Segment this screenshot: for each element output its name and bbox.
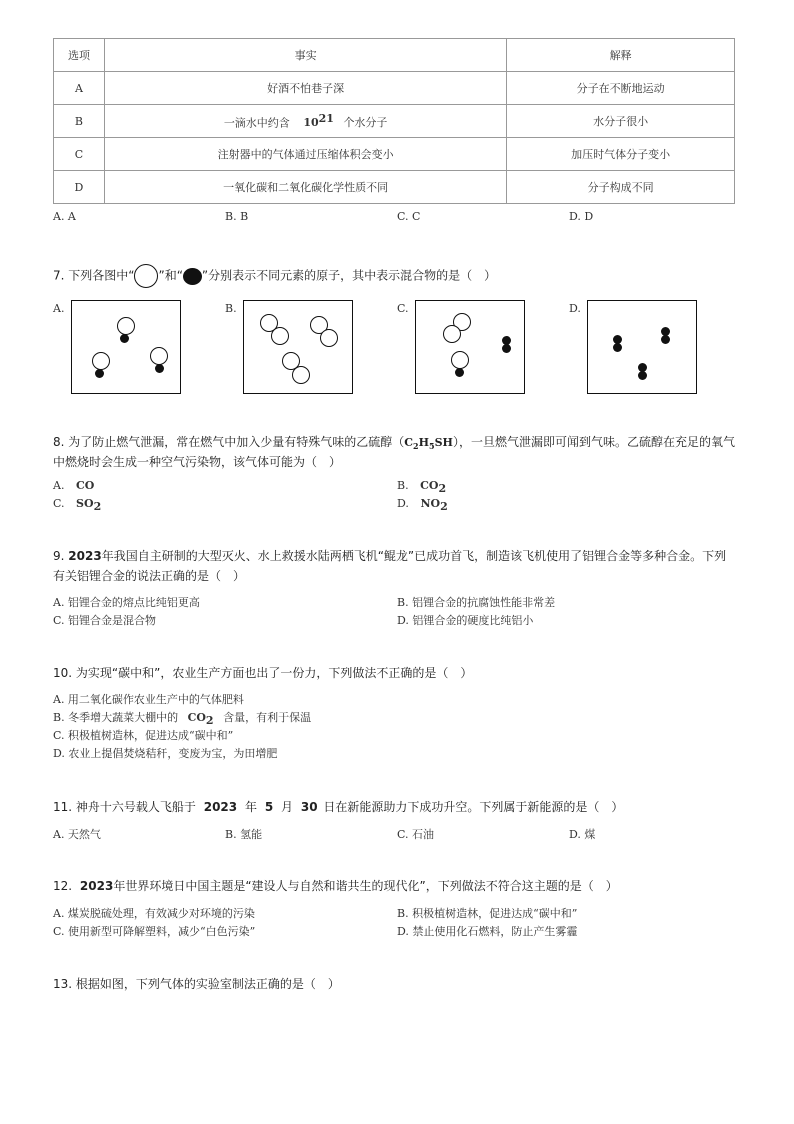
q11-year-unit: 年 xyxy=(244,800,257,814)
formula-c-sub: 2 xyxy=(413,441,419,452)
q10-option-c: C. 积极植树造林，促进达成“碳中和” xyxy=(53,729,234,742)
facts-table xyxy=(53,38,735,204)
fact-pre: 一滴水中约含 xyxy=(223,116,290,130)
q8-stem-pre: 8. 为了防止燃气泄漏，常在燃气中加入少量有特殊气味的乙硫醇（ xyxy=(53,435,405,449)
white-atom-icon xyxy=(451,351,469,369)
table-row xyxy=(54,105,735,138)
row-explain: 分子在不断地运动 xyxy=(507,72,735,105)
answer-option-d: D. D xyxy=(569,210,594,223)
black-atom-icon xyxy=(661,335,670,344)
row-option: B xyxy=(54,105,105,138)
q10-option-d: D. 农业上提倡焚烧秸秆，变废为宝，为田增肥 xyxy=(53,747,278,760)
black-atom-icon xyxy=(455,368,464,377)
option-label: C. xyxy=(53,497,65,510)
question-13-stem: 13. 根据如图，下列气体的实验室制法正确的是（ ） xyxy=(53,977,340,991)
answer-option-c: C. C xyxy=(397,210,421,223)
q7-label-a: A. xyxy=(53,302,65,315)
row-fact xyxy=(104,105,506,138)
fact-post: 个水分子 xyxy=(343,116,388,130)
molecule-diagram-d xyxy=(587,300,697,394)
q12-option-d: D. 禁止使用化石燃料，防止产生雾霾 xyxy=(397,925,578,938)
power-base: 10 xyxy=(303,116,319,130)
q8-option-c xyxy=(53,497,101,513)
question-9-stem-line2: 有关铝锂合金的说法正确的是（ ） xyxy=(53,569,246,583)
black-atom-icon xyxy=(613,343,622,352)
row-option: C xyxy=(54,138,105,171)
q12-stem-post: 年世界环境日中国主题是“建设人与自然和谐共生的现代化”，下列做法不符合这主题的是（ ） xyxy=(113,879,618,893)
row-explain: 加压时气体分子变小 xyxy=(507,138,735,171)
q7-stem-pre: 7. 下列各图中“ xyxy=(53,268,135,283)
option-text-post: 含量，有利于保温 xyxy=(223,711,312,724)
black-atom-icon xyxy=(638,371,647,380)
q10-option-a: A. 用二氧化碳作农业生产中的气体肥料 xyxy=(53,693,244,706)
black-atom-icon xyxy=(183,268,202,285)
q9-option-a: A. 铝锂合金的熔点比纯铝更高 xyxy=(53,596,200,609)
q8-option-a xyxy=(53,479,94,492)
option-formula: SO xyxy=(76,497,94,510)
row-fact: 一氧化碳和二氧化碳化学性质不同 xyxy=(104,171,506,204)
year: 2023 xyxy=(68,549,102,563)
table-row xyxy=(54,138,735,171)
question-9-stem-line1 xyxy=(53,546,726,566)
q11-stem-post: 日在新能源助力下成功升空。下列属于新能源的是（ ） xyxy=(323,800,624,814)
formula-c: C xyxy=(404,436,414,449)
question-10-stem: 10. 为实现“碳中和”，农业生产方面也出了一份力，下列做法不正确的是（ ） xyxy=(53,666,473,680)
q12-option-b: B. 积极植树造林，促进达成“碳中和” xyxy=(397,907,578,920)
q11-stem-pre: 11. 神舟十六号载人飞船于 xyxy=(53,800,196,814)
question-11-stem xyxy=(53,797,623,817)
year: 2023 xyxy=(79,879,114,893)
q7-stem-post: ”分别表示不同元素的原子，其中表示混合物的是（ ） xyxy=(201,268,497,283)
q7-label-d: D. xyxy=(569,302,581,315)
q7-stem-mid: ”和“ xyxy=(158,268,183,283)
question-number: 9. xyxy=(53,549,65,563)
option-formula: CO xyxy=(187,711,206,724)
white-atom-icon xyxy=(271,327,289,345)
white-atom-icon xyxy=(92,352,110,370)
black-atom-icon xyxy=(502,344,511,353)
option-formula: CO xyxy=(75,479,95,492)
row-option: D xyxy=(54,171,105,204)
question-number: 12. xyxy=(53,879,73,893)
q7-label-c: C. xyxy=(397,302,409,315)
q11-month-unit: 月 xyxy=(281,800,294,814)
row-fact: 注射器中的气体通过压缩体积会变小 xyxy=(104,138,506,171)
option-formula-sub: 2 xyxy=(93,500,102,514)
q8-stem-post: ），一旦燃气泄漏即可闻到气味。乙硫醇在充足的氧气 xyxy=(452,435,735,449)
option-formula: NO xyxy=(420,497,441,510)
molecule-diagram-c xyxy=(415,300,525,394)
option-formula-sub: 2 xyxy=(438,482,447,496)
white-atom-icon xyxy=(443,325,461,343)
header-explain: 解释 xyxy=(507,39,735,72)
option-text-pre: B. 冬季增大蔬菜大棚中的 xyxy=(53,711,179,724)
white-atom-icon xyxy=(292,366,310,384)
option-label: D. xyxy=(397,497,409,510)
q9-stem-text: 年我国自主研制的大型灭火、水上救援水陆两栖飞机“鲲龙”已成功首飞，制造该飞机使用了铝锂合金等多种合金。下列 xyxy=(101,549,727,563)
q11-option-c: C. 石油 xyxy=(397,828,435,841)
day: 30 xyxy=(300,800,318,814)
q11-option-a: A. 天然气 xyxy=(53,828,101,841)
option-label: A. xyxy=(53,479,65,492)
formula-h: H xyxy=(418,436,430,449)
row-option: A xyxy=(54,72,105,105)
year: 2023 xyxy=(203,800,238,814)
q10-option-b xyxy=(53,709,311,727)
q12-option-a: A. 煤炭脱硫处理，有效减少对环境的污染 xyxy=(53,907,255,920)
formula-h-sub: 5 xyxy=(429,441,435,452)
power-exponent: 21 xyxy=(318,111,334,125)
row-explain: 分子构成不同 xyxy=(507,171,735,204)
molecule-diagram-b xyxy=(243,300,353,394)
question-8-stem-line2: 中燃烧时会生成一种空气污染物，该气体可能为（ ） xyxy=(53,455,342,469)
month: 5 xyxy=(264,800,274,814)
formula-sh: SH xyxy=(434,436,453,449)
option-label: B. xyxy=(397,479,409,492)
option-formula-sub: 2 xyxy=(205,714,214,728)
white-atom-icon xyxy=(150,347,168,365)
q12-option-c: C. 使用新型可降解塑料，减少“白色污染” xyxy=(53,925,256,938)
black-atom-icon xyxy=(155,364,164,373)
answer-option-b: B. B xyxy=(225,210,249,223)
q8-option-b xyxy=(397,479,446,495)
q7-label-b: B. xyxy=(225,302,237,315)
q9-option-c: C. 铝锂合金是混合物 xyxy=(53,614,157,627)
q9-option-b: B. 铝锂合金的抗腐蚀性能非常差 xyxy=(397,596,556,609)
white-atom-icon xyxy=(117,317,135,335)
black-atom-icon xyxy=(95,369,104,378)
table-row xyxy=(54,72,735,105)
q8-option-d xyxy=(397,497,448,513)
header-fact: 事实 xyxy=(104,39,506,72)
row-fact: 好酒不怕巷子深 xyxy=(104,72,506,105)
q11-option-b: B. 氢能 xyxy=(225,828,263,841)
answer-option-a: A. A xyxy=(53,210,76,223)
row-explain: 水分子很小 xyxy=(507,105,735,138)
black-atom-icon xyxy=(120,334,129,343)
header-option: 选项 xyxy=(54,39,105,72)
white-atom-icon xyxy=(320,329,338,347)
question-7-stem xyxy=(53,264,496,288)
table-header-row xyxy=(54,39,735,72)
table-row xyxy=(54,171,735,204)
option-formula-sub: 2 xyxy=(440,500,448,514)
question-12-stem xyxy=(53,876,618,896)
ethanethiol-formula xyxy=(404,436,453,452)
molecule-diagram-a xyxy=(71,300,181,394)
white-atom-icon xyxy=(134,264,158,288)
q11-option-d: D. 煤 xyxy=(569,828,596,841)
q9-option-d: D. 铝锂合金的硬度比纯铝小 xyxy=(397,614,534,627)
option-formula: CO xyxy=(420,479,439,492)
